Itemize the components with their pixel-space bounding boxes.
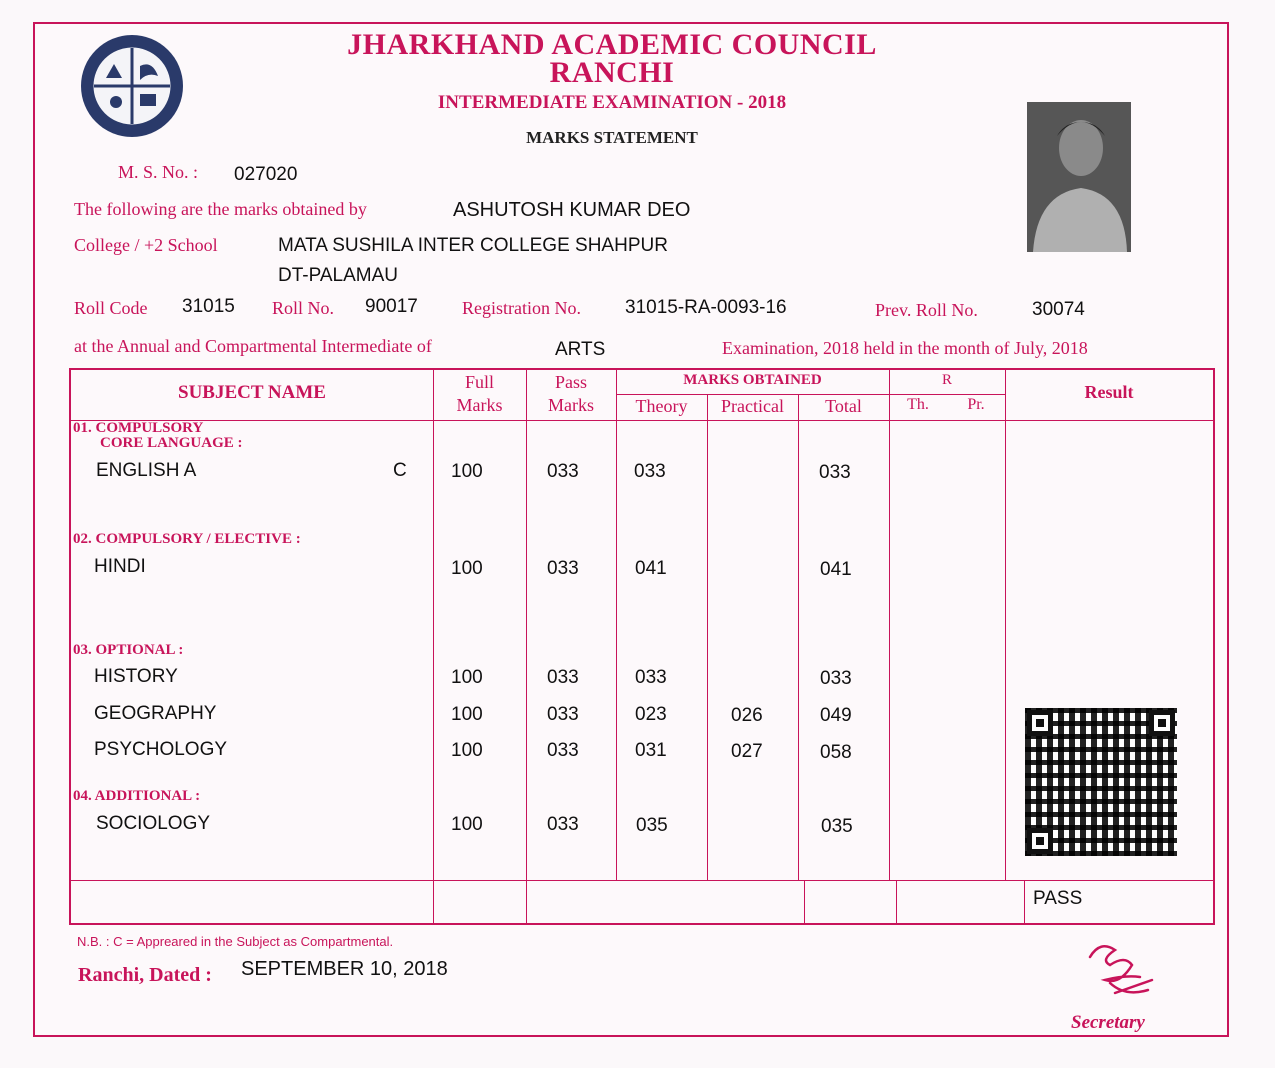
col-divider [804,880,805,923]
row-divider [71,420,1213,421]
header-theory: Theory [635,396,688,416]
total-marks: 041 [820,559,852,580]
col-divider [707,394,708,880]
roll-no-label: Roll No. [272,298,335,318]
ms-no-value: 027020 [234,164,298,185]
theory-marks: 023 [635,704,667,725]
theory-marks: 035 [636,815,668,836]
pass-marks: 033 [547,667,579,688]
full-marks: 100 [451,814,483,835]
registration-label: Registration No. [462,298,581,318]
ms-no-label: M. S. No. : [118,162,199,182]
secretary-label: Secretary [1071,1012,1145,1033]
total-marks: 033 [820,668,852,689]
header-subject: SUBJECT NAME [178,382,326,403]
header-pr: Pr. [967,396,985,413]
subject-name: SOCIOLOGY [96,813,211,834]
header-total: Total [825,396,862,416]
full-marks: 100 [451,558,483,579]
student-photo [1027,102,1131,252]
header-result: Result [1084,382,1134,402]
header-marks-obtained: MARKS OBTAINED [683,372,822,388]
header-pass-1: Pass [554,372,587,392]
qr-finder [1149,710,1175,736]
prev-roll-label: Prev. Roll No. [875,300,978,320]
header-th: Th. [907,396,929,413]
total-marks: 049 [820,705,852,726]
council-city: RANCHI [549,56,675,89]
header-practical: Practical [721,396,784,416]
annual-exam-label: at the Annual and Compartmental Intermediate of [74,336,432,356]
prev-roll-value: 30074 [1032,299,1085,320]
section-compulsory-elective: 02. COMPULSORY / ELECTIVE : [73,531,301,547]
subject-name: GEOGRAPHY [94,703,217,724]
total-marks: 033 [819,462,851,483]
dated-label: Ranchi, Dated : [78,964,212,986]
secretary-signature [1070,935,1160,1010]
theory-marks: 033 [634,461,666,482]
document-type: MARKS STATEMENT [526,128,698,147]
roll-code-value: 31015 [182,296,235,317]
compartmental-flag: C [393,460,407,481]
pass-marks: 033 [547,461,579,482]
full-marks: 100 [451,461,483,482]
pass-marks: 033 [547,814,579,835]
subject-name: ENGLISH A [96,460,197,481]
col-divider [889,370,890,880]
col-divider [526,370,527,923]
header-full-2: Marks [456,395,503,415]
qr-code [1025,708,1177,856]
col-divider [1005,370,1006,880]
section-additional: 04. ADDITIONAL : [73,788,201,804]
full-marks: 100 [451,704,483,725]
total-marks: 058 [820,742,852,763]
marks-obtained-by-label: The following are the marks obtained by [74,199,367,219]
registration-value: 31015-RA-0093-16 [625,297,787,318]
pass-marks: 033 [547,704,579,725]
row-divider [616,394,1005,395]
theory-marks: 031 [635,740,667,761]
pass-marks: 033 [547,558,579,579]
row-divider [71,880,1213,881]
council-name: JHARKHAND ACADEMIC COUNCIL [347,28,877,61]
exam-title: INTERMEDIATE EXAMINATION - 2018 [437,92,787,113]
full-marks: 100 [451,740,483,761]
col-divider [616,370,617,880]
section-core-language: CORE LANGUAGE : [100,435,243,451]
roll-no-value: 90017 [365,296,418,317]
subject-name: HINDI [94,556,146,577]
qr-finder [1027,828,1053,854]
qr-finder [1027,710,1053,736]
subject-name: HISTORY [94,666,178,687]
practical-marks: 027 [731,741,763,762]
roll-code-label: Roll Code [74,298,148,318]
section-compulsory: 01. COMPULSORY [73,420,204,436]
compartmental-note: N.B. : C = Appreared in the Subject as Compartmental. [77,934,394,949]
header-full-1: Full [464,372,494,392]
college-name-line2: DT-PALAMAU [278,265,399,286]
exam-held-text: Examination, 2018 held in the month of July, 2018 [722,338,1088,358]
college-label: College / +2 School [74,235,218,255]
stream-value: ARTS [555,339,606,360]
header-pass-2: Marks [548,395,594,415]
full-marks: 100 [451,667,483,688]
section-optional: 03. OPTIONAL : [73,642,184,658]
practical-marks: 026 [731,705,763,726]
pass-marks: 033 [547,740,579,761]
student-name: ASHUTOSH KUMAR DEO [453,199,691,221]
total-marks: 035 [821,816,853,837]
col-divider [798,394,799,880]
theory-marks: 033 [635,667,667,688]
col-divider [896,880,897,923]
subject-name: PSYCHOLOGY [94,739,228,760]
theory-marks: 041 [635,558,667,579]
issue-date: SEPTEMBER 10, 2018 [241,958,448,980]
college-name-line1: MATA SUSHILA INTER COLLEGE SHAHPUR [278,235,668,256]
col-divider [433,370,434,923]
col-divider [1024,880,1025,923]
header-r: R [941,372,952,388]
result-value: PASS [1033,888,1083,909]
